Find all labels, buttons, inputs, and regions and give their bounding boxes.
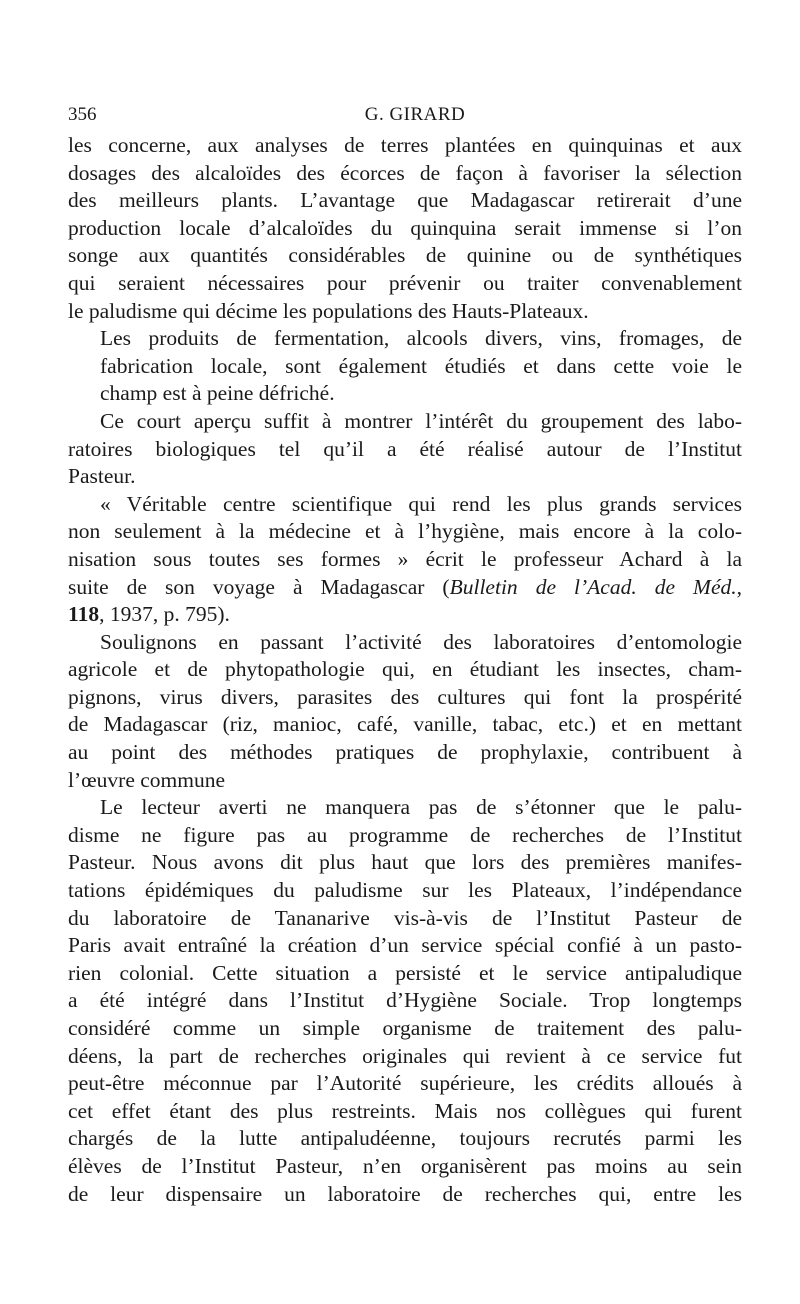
text-line: pignons, virus divers, parasites des cultures qui font la prospérité [68, 684, 742, 709]
text-line: chargés de la lutte antipaludéenne, toujours recrutés parmi les [68, 1126, 742, 1151]
body-text [68, 132, 742, 1208]
text-line: Pasteur. Nous avons dit plus haut que lors des premières manifes- [68, 850, 742, 875]
journal-volume: 118 [68, 602, 100, 627]
text-line: Ce court aperçu suffit à montrer l’intérêt du groupement des labo- [100, 408, 742, 433]
text-line: champ est à peine défriché. [100, 381, 335, 406]
text-line: le paludisme qui décime les populations des Hauts-Plateaux. [68, 298, 589, 323]
text-line: songe aux quantités considérables de quinine ou de synthétiques [68, 243, 742, 268]
text-line: de Madagascar (riz, manioc, café, vanille, tabac, etc.) et en mettant [68, 712, 742, 737]
text-line: disme ne figure pas au programme de recherches de l’Institut [68, 822, 742, 847]
journal-title: Bulletin de l’Acad. de Méd. [449, 574, 737, 599]
text-line: peut-être méconnue par l’Autorité supérieure, les crédits alloués à [68, 1071, 742, 1096]
text-line-citation [68, 601, 742, 629]
paragraph [68, 132, 742, 325]
paragraph [68, 491, 742, 629]
text-line: qui seraient nécessaires pour prévenir ou traiter convenablement [68, 270, 742, 295]
text-line: de leur dispensaire un laboratoire de recherches qui, entre les [68, 1181, 742, 1206]
text-line: « Véritable centre scientifique qui rend les plus grands services [100, 491, 742, 516]
text-line: a été intégré dans l’Institut d’Hygiène Sociale. Trop longtemps [68, 988, 742, 1013]
citation-punct: , [736, 574, 742, 599]
text-line: non seulement à la médecine et à l’hygiène, mais encore à la colo- [68, 519, 742, 544]
text-line: ratoires biologiques tel qu’il a été réalisé autour de l’Institut [68, 436, 742, 461]
text-line: déens, la part de recherches originales qui revient à ce service fut [68, 1043, 742, 1068]
paragraph [68, 408, 742, 491]
text-line: Pasteur. [68, 464, 136, 489]
text-line: des meilleurs plants. L’avantage que Madagascar retirerait d’une [68, 188, 742, 213]
page-number: 356 [68, 104, 97, 125]
text-line: cet effet étant des plus restreints. Mais nos collègues qui furent [68, 1098, 742, 1123]
text-line: élèves de l’Institut Pasteur, n’en organisèrent pas moins au sein [68, 1153, 742, 1178]
text-line: production locale d’alcaloïdes du quinquina serait immense si l’on [68, 215, 742, 240]
running-head-author: G. GIRARD [364, 104, 466, 125]
text-line: considéré comme un simple organisme de traitement des palu- [68, 1016, 742, 1040]
paragraph [68, 794, 742, 1208]
citation-text: , 1937, p. 795). [99, 602, 230, 627]
text-line: du laboratoire de Tananarive vis-à-vis de l’Institut Pasteur de [68, 905, 742, 930]
text-line: les concerne, aux analyses de terres plantées en quinquinas et aux [68, 133, 742, 157]
text-line: dosages des alcaloïdes des écorces de façon à favoriser la sélection [68, 160, 742, 185]
text-line: Le lecteur averti ne manquera pas de s’étonner que le palu- [100, 795, 742, 820]
text-line: agricole et de phytopathologie qui, en étudiant les insectes, cham- [68, 657, 742, 682]
paragraph [68, 325, 742, 408]
text-line: rien colonial. Cette situation a persisté et le service antipaludique [68, 960, 742, 985]
text-line: tations épidémiques du paludisme sur les Plateaux, l’indépendance [68, 878, 742, 903]
text-line: au point des méthodes pratiques de prophylaxie, contribuent à [68, 740, 742, 765]
paragraph [68, 629, 742, 795]
text-line: fabrication locale, sont également étudiés et dans cette voie le [100, 353, 742, 378]
citation-text: suite de son voyage à Madagascar ( [68, 574, 450, 599]
text-line: Les produits de fermentation, alcools divers, vins, fromages, de [100, 326, 742, 351]
text-line: Paris avait entraîné la création d’un service spécial confié à un pasto- [68, 933, 742, 958]
running-head [68, 98, 742, 132]
text-line-citation [68, 574, 742, 602]
text-line: nisation sous toutes ses formes » écrit le professeur Achard à la [68, 546, 742, 571]
text-line: Soulignons en passant l’activité des laboratoires d’entomologie [100, 629, 742, 654]
text-line: l’œuvre commune [68, 767, 226, 792]
page [68, 98, 742, 1208]
